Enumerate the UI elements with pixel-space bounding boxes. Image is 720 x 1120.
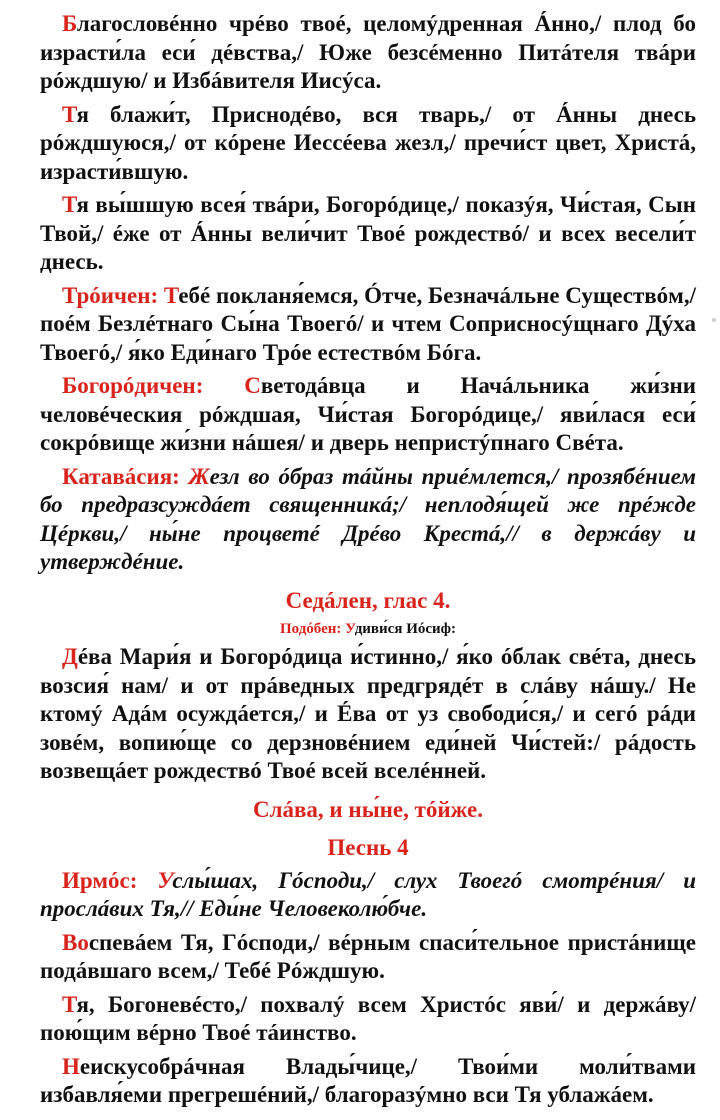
red-initial: Т	[62, 991, 77, 1017]
sedalen-text	[40, 643, 696, 786]
red-initial: Т	[62, 101, 77, 127]
sedalen-title: Седáлен, глас 4.	[285, 587, 451, 613]
slava-heading: Слáва, и ны́не, тóйже.	[253, 796, 483, 822]
paragraph-text: спевáем Тя, Гóсподи,/ вéрным спаси́тельное пристáнище подáвшаго всем,/ Тебé Рóждшую.	[40, 929, 696, 983]
podoben-text: диви́ся Иóсиф:	[354, 621, 457, 637]
red-initial: Д	[62, 644, 78, 669]
paragraph-text: я вы́шшую всея́ твáри, Богорóдице,/ показýя, Чи́стая, Сын Твой,/ éже от Áнны вели́чит Твоé рождествó/ и всех весели́т днесь.	[40, 192, 696, 274]
section-label: Катавáсия:	[62, 463, 189, 489]
red-initial: С	[244, 373, 261, 398]
red-initial: Н	[62, 1053, 80, 1079]
red-initial: Ж	[188, 463, 210, 489]
paragraph-text: езл во óбраз тáйны приéмлется,/ прозябéнием бо предразсуждáет священникá;/ неплодя́щей же прéжде Цéркви,/ ны́не процветé Дрéво Крестá,// в держáву и утверждéние.	[40, 463, 697, 574]
red-initial: Во	[62, 929, 89, 955]
bogorodichen	[40, 372, 696, 458]
paragraph-text: ебé покланя́емся, Óтче, Безначáльне Существóм,/ поéм Безлéтнаго Сы́на Твоегó/ и чтем Соприсносýщнаго Дýха Твоегó,/ я́ко Еди́наго Трóе естествóм Бóга.	[40, 282, 696, 365]
paragraph-text: я блажи́т, Приснодéво, вся тварь,/ от Áнны днесь рóждшуюся,/ от кóрене Иессéева жезл,/ пречи́ст цвет, Христá, израсти́вшую.	[40, 101, 696, 184]
paragraph-text: ветодáвца и Начáльника жи́зни человéческия рóждшая, Чи́стая Богорóдице,/ яви́лася еси́ сокрóвище жи́зни нáшея/ и дверь непристýпнаго Свéта.	[40, 373, 696, 455]
pesn-heading: Песнь 4	[327, 835, 409, 860]
red-initial: Т	[62, 192, 77, 217]
paragraph-text: слы́шах, Гóсподи,/ слух Твоегó смотрéния/ и прослáвих Тя,// Еди́не Человеколю́бче.	[40, 867, 696, 921]
podoben-label: Подóбен:	[279, 621, 346, 637]
section-label: Богорóдичен:	[62, 373, 245, 398]
troichen	[40, 282, 696, 368]
troparion-1	[40, 10, 696, 96]
irmos	[40, 867, 696, 924]
section-label: Ирмóс:	[62, 867, 158, 893]
troparion-4-1	[40, 929, 696, 986]
paragraph-text: еискусобрáчная Влады́чице,/ Твои́ми моли́твами избавля́еми прегрешéний,/ благоразýмно вси Тя ублажáем.	[40, 1053, 696, 1107]
podoben-line	[40, 619, 696, 639]
troparion-3	[40, 191, 696, 277]
paragraph-text: éва Мари́я и Богорóдица и́стинно,/ я́ко óблак свéта, днесь возсия́ нам/ и от прáведных предгрядéт в слáву нáшу./ Не ктомý Адáм осуждáется,/ и Éва от уз свободи́ся,/ и сегó рáди зовéм, вопию́ще со дерзновéнием еди́ней Чи́стей:/ рáдость возвещáет рождествó Твоé всей вселéнней.	[40, 644, 696, 783]
scan-dot	[712, 318, 716, 322]
troparion-2	[40, 101, 696, 187]
troparion-4-2	[40, 991, 696, 1048]
paragraph-text: лагословéнно чрéво твоé, целомýдренная Áнно,/ плод бо израсти́ла еси́ дéвства,/ Юже безсéменно Питáтеля твáри рóждшую/ и Избáвителя Иисýса.	[40, 11, 696, 93]
section-label: Трóичен:	[62, 282, 164, 308]
paragraph-text: я, Богоневéсто,/ похвалý всем Христóс яви́/ и держáву/ пою́щим вéрно Твоé тáинство.	[40, 991, 696, 1045]
red-initial: Б	[62, 11, 77, 36]
katavasia	[40, 463, 696, 577]
red-initial: У	[157, 867, 173, 893]
troparion-4-3	[40, 1053, 696, 1110]
red-initial: Т	[163, 282, 179, 308]
red-initial: У	[345, 621, 355, 637]
